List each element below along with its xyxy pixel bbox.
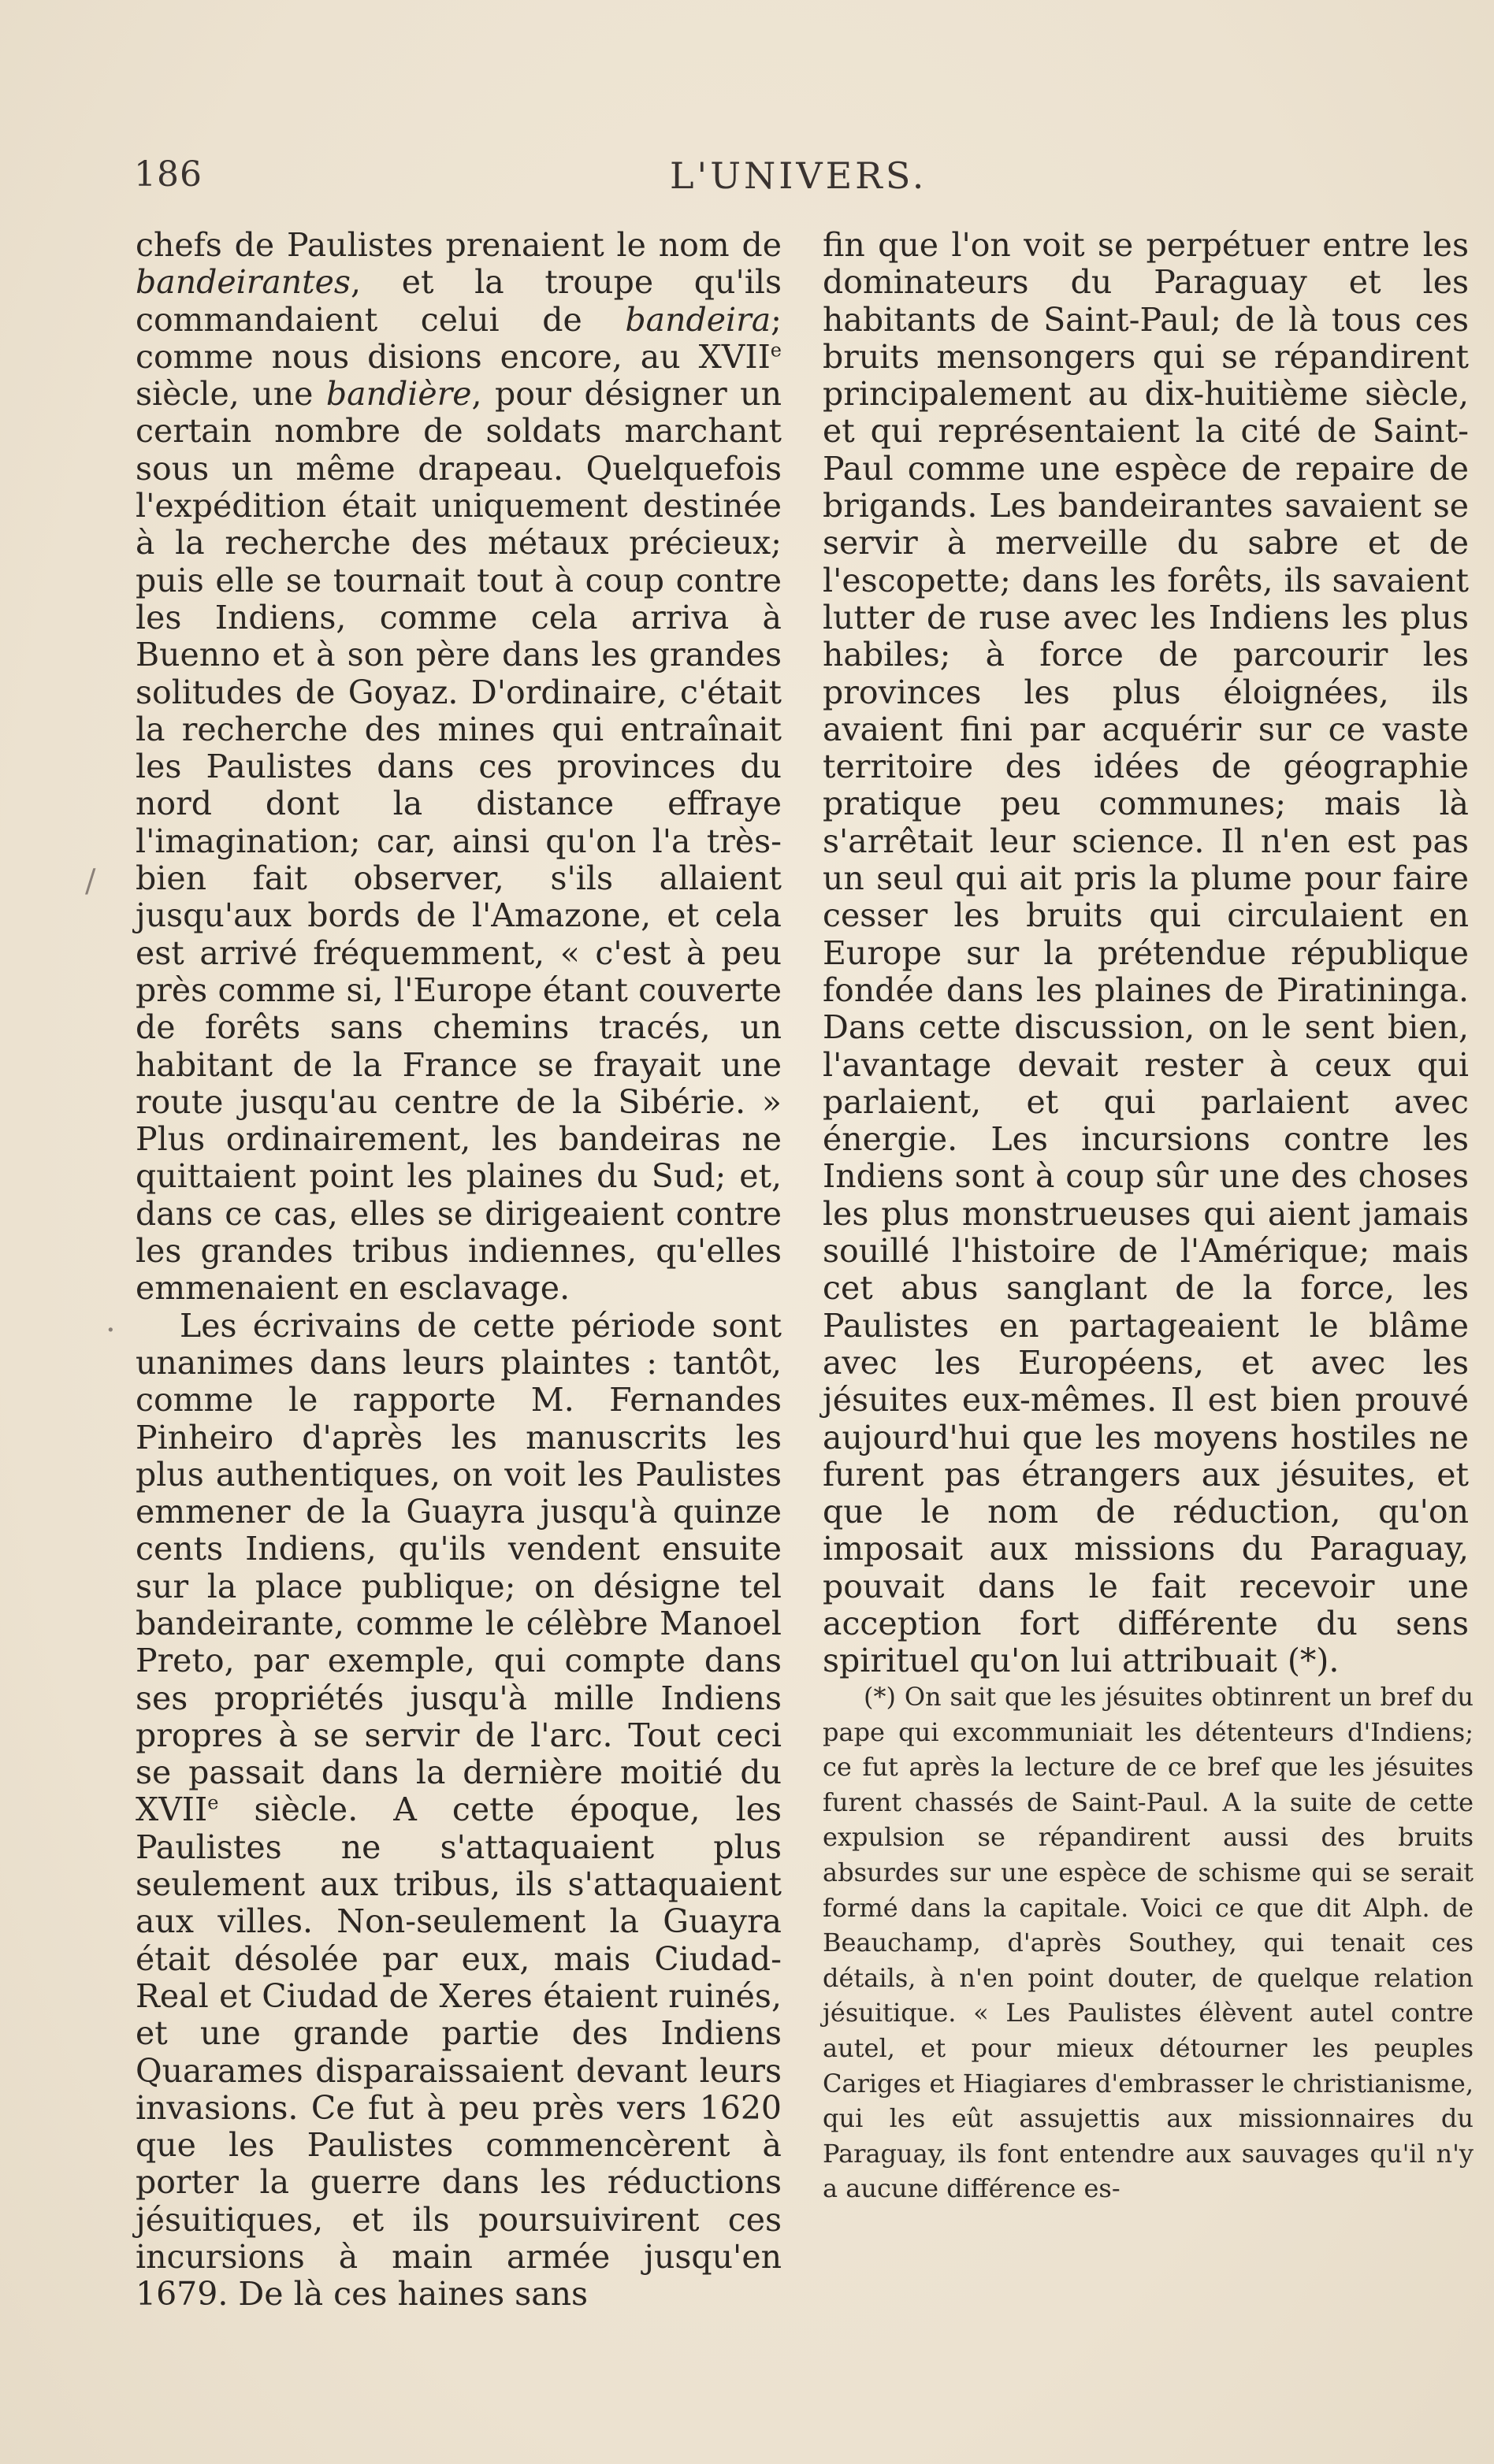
text-run: siècle, une: [136, 375, 326, 414]
footnote-text: (*) On sait que les jésuites obtinrent un bref du pape qui excommuniait les détenteurs d'Indiens; ce fut après la lecture de ce bref que les jésuites furent chassés de Saint-Paul. A la suite de cette expulsion se répandirent aussi des bruits absurdes sur une espèce de schisme qui se serait formé dans la capitale. Voici ce que dit Alph. de Beauchamp, d'après Southey, qui tenait ces détails, à n'en point douter, de quelque relation jésuitique. « Les Paulistes élèvent autel contre autel, et pour mieux détourner les peuples Cariges et Hiagiares d'embrasser le christianisme, qui les eût assujettis aux missionnaires du Paraguay, ils font entendre aux sauvages qu'il n'y a aucune différence es-: [823, 1682, 1474, 2204]
paragraph: [136, 227, 782, 1308]
superscript: e: [207, 1791, 219, 1814]
paragraph: [136, 1308, 782, 2314]
text-run: , et la troupe qu'ils commandaient celui de: [136, 263, 782, 339]
paragraph: [823, 227, 1469, 1680]
right-column: [823, 227, 1469, 1680]
margin-mark: ·: [106, 1312, 116, 1349]
margin-mark: /: [85, 863, 96, 900]
italic-term: bandeirantes: [136, 263, 351, 302]
text-run: chefs de Paulistes prenaient le nom de: [136, 226, 782, 264]
text-run: ; comme nous disions encore, au XVII: [136, 300, 782, 376]
page-header: [134, 154, 1474, 210]
text-run: , pour désigner un certain nombre de soldats marchant sous un même drapeau. Quelquefois l'expédition était uniquement destinée à la recherche des métaux précieux; puis elle se tournait tout à coup contre les Indiens, comme cela arriva à Buenno et à son père dans les grandes solitudes de Goyaz. D'ordinaire, c'était la recherche des mines qui entraînait les Paulistes dans ces provinces du nord dont la distance effraye l'imagination; car, ainsi qu'on l'a très-bien fait observer, s'ils allaient jusqu'aux bords de l'Amazone, et cela est arrivé fréquemment, « c'est à peu près comme si, l'Europe étant couverte de forêts sans chemins tracés, un habitant de la France se frayait une route jusqu'au centre de la Sibérie. » Plus ordinairement, les bandeiras ne quittaient point les plaines du Sud; et, dans ce cas, elles se dirigeaient contre les grandes tribus indiennes, qu'elles emmenaient en esclavage.: [136, 375, 782, 1308]
italic-term: bandière: [325, 375, 472, 414]
running-title: L'UNIVERS.: [670, 154, 927, 197]
footnote: [823, 1679, 1474, 2206]
superscript: e: [770, 339, 782, 362]
italic-term: bandeira: [625, 300, 771, 339]
text-run: fin que l'on voit se perpétuer entre les dominateurs du Paraguay et les habitants de Saint-Paul; de là tous ces bruits mensongers qui se répandirent principalement au dix-huitième siècle, et qui représentaient la cité de Saint-Paul comme une espèce de repaire de brigands. Les bandeirantes savaient se servir à merveille du sabre et de l'escopette; dans les forêts, ils savaient lutter de ruse avec les Indiens les plus habiles; à force de parcourir les provinces les plus éloignées, ils avaient fini par acquérir sur ce vaste territoire des idées de géographie pratique peu communes; mais là s'arrêtait leur science. Il n'en est pas un seul qui ait pris la plume pour faire cesser les bruits qui circulaient en Europe sur la prétendue république fondée dans les plaines de Piratininga. Dans cette discussion, on le sent bien, l'avantage devait rester à ceux qui parlaient, et qui parlaient avec énergie. Les incursions contre les Indiens sont à coup sûr une des choses les plus monstrueuses qui aient jamais souillé l'histoire de l'Amérique; mais cet abus sanglant de la force, les Paulistes en partageaient le blâme avec les Européens, et avec les jésuites eux-mêmes. Il est bien prouvé aujourd'hui que les moyens hostiles ne furent pas étrangers aux jésuites, et que le nom de réduction, qu'on imposait aux missions du Paraguay, pouvait dans le fait recevoir une acception fort différente du sens spirituel qu'on lui attribuait (*).: [823, 226, 1469, 1680]
text-run: Les écrivains de cette période sont unanimes dans leurs plaintes : tantôt, comme le rapporte M. Fernandes Pinheiro d'après les manuscrits les plus authentiques, on voit les Paulistes emmener de la Guayra jusqu'à quinze cents Indiens, qu'ils vendent ensuite sur la place publique; on désigne tel bandeirante, comme le célèbre Manoel Preto, par exemple, qui compte dans ses propriétés jusqu'à mille Indiens propres à se servir de l'arc. Tout ceci se passait dans la dernière moitié du XVII: [136, 1306, 782, 1829]
page-number: 186: [134, 154, 203, 195]
text-run: siècle. A cette époque, les Paulistes ne s'attaquaient plus seulement aux tribus, ils s'attaquaient aux villes. Non-seulement la Guayra était désolée par eux, mais Ciudad-Real et Ciudad de Xeres étaient ruinés, et une grande partie des Indiens Quarames disparaissaient devant leurs invasions. Ce fut à peu près vers 1620 que les Paulistes commencèrent à porter la guerre dans les réductions jésuitiques, et ils poursuivirent ces incursions à main armée jusqu'en 1679. De là ces haines sans: [136, 1790, 782, 2314]
left-column: [136, 227, 782, 2314]
